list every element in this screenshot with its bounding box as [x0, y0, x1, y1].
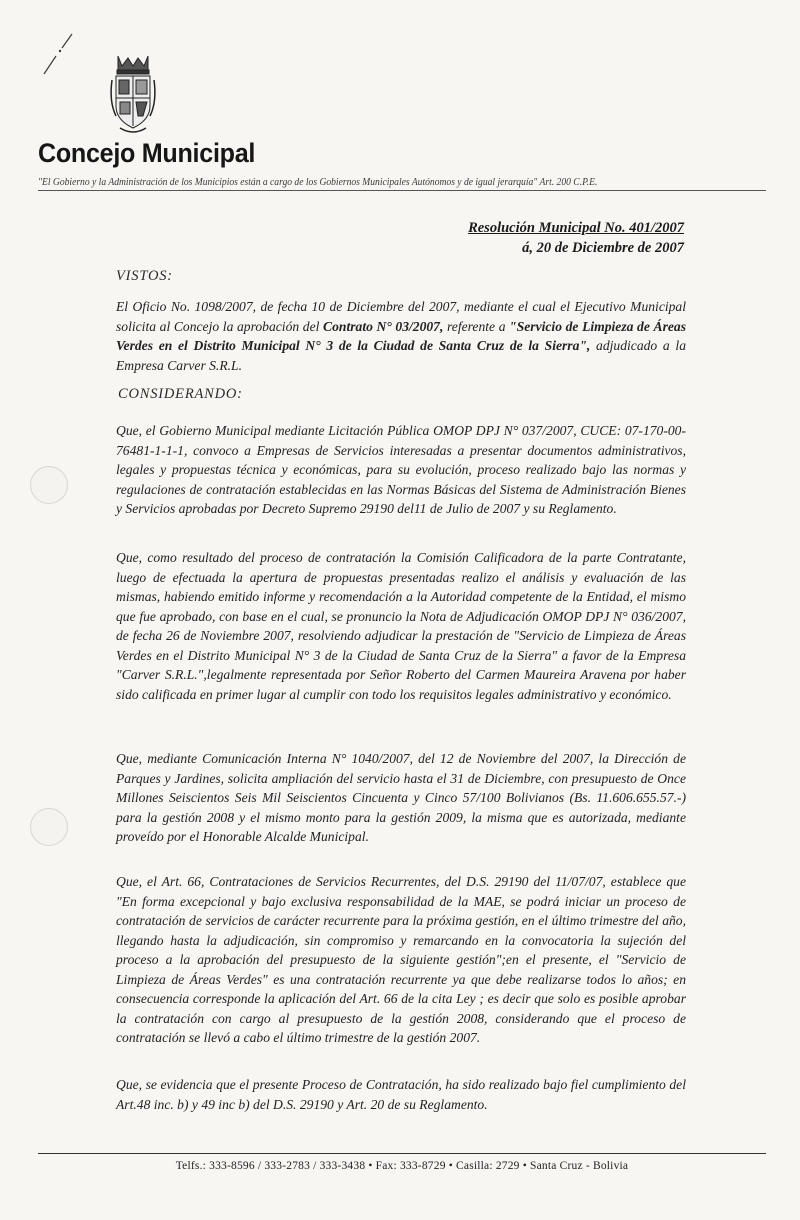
header-divider: [38, 190, 766, 191]
considerando-paragraph: Que, se evidencia que el presente Proceso de Contratación, ha sido realizado bajo fiel cumplimiento del Art.48 inc. b) y 49 inc b) del D.S. 29190 y Art. 20 de su Reglamento.: [116, 1077, 686, 1112]
considerando-paragraph: Que, el Art. 66, Contrataciones de Servicios Recurrentes, del D.S. 29190 del 11/07/07, establece que "En forma excepcional y bajo exclusiva responsabilidad de la MAE, se podrá iniciar un proceso de contratación de servicios de carácter recurrente para la próxima gestión, en el último trimestre del año, llegando hasta la adjudicación, sin compromiso y remarcando en la convocatoria la sujeción del proceso a la aprobación del presupuesto de la siguiente gestión";en el presente, el "Servicio de Limpieza de Áreas Verdes" es una contratación recurrente ya que debe realizarse todos lo años; en consecuencia corresponde la aplicación del Art. 66 de la cita Ley ; es decir que solo es posible aprobar la contratación con cargo al presupuesto de la gestión 2008, considerando que el proceso de contratación se llevó a cabo el último trimestre de la gestión 2007.: [116, 874, 686, 1045]
footer-divider: [38, 1153, 766, 1154]
footer-contact-info: Telfs.: 333-8596 / 333-2783 / 333-3438 • Fax: 333-8729 • Casilla: 2729 • Santa Cruz - Bolivia: [175, 1160, 629, 1172]
resolution-date: á, 20 de Diciembre de 2007: [522, 240, 684, 256]
vistos-service-name: "Servicio de Limpieza de Áreas Verdes en el Distrito Municipal N° 3 de la Ciudad de Santa Cruz de la Sierra",: [116, 318, 686, 353]
considerando-paragraph: Que, el Gobierno Municipal mediante Licitación Pública OMOP DPJ N° 037/2007, CUCE: 07-170-00-76481-1-1-1, convoco a Empresas de Servicios interesadas a presentar documentos administrativos, legales y propuestas técnica y económicas, para su evolución, proceso realizado bajo las normas y regulaciones de contratación establecidas en las Normas Básicas del Sistema de Administración Bienes y Servicios aprobadas por Decreto Supremo 29190 del11 de Julio de 2007 y su Reglamento.: [116, 423, 686, 516]
punch-hole: [30, 466, 68, 504]
vistos-text-1: El Oficio No. 1098/2007, de fecha 10 de Diciembre del 2007, mediante el cual el Ejecutivo Municipal solicita al Concejo la aprobación del: [116, 299, 686, 334]
vistos-heading: VISTOS:: [116, 268, 173, 284]
considerando-paragraph: Que, mediante Comunicación Interna N° 1040/2007, del 12 de Noviembre del 2007, la Dirección de Parques y Jardines, solicita ampliación del servicio hasta el 31 de Diciembre, con presupuesto de Once Millones Seiscientos Seis Mil Seiscientos Cincuenta y Cinco 57/100 Bolivianos (Bs. 11.606.655.57.-) para la gestión 2008 y el mismo monto para la gestión 2009, la misma que es autorizada, mediante proveído por el Honorable Alcalde Municipal.: [116, 751, 686, 844]
vistos-text-2: referente a: [443, 318, 510, 334]
punch-hole: [30, 808, 68, 846]
considerando-paragraph: Que, como resultado del proceso de contratación la Comisión Calificadora de la parte Contratante, luego de efectuada la apertura de propuestas presentadas realizo el análisis y evaluación de las mismas, habiendo emitido informe y recomendación a la Autoridad competente de la Entidad, el mismo que fue aprobado, con base en el cual, se pronuncio la Nota de Adjudicación OMOP DPJ N° 036/2007, de fecha 26 de Noviembre 2007, resolviendo adjudicar la prestación de "Servicio de Limpieza de Áreas Verdes en el Distrito Municipal N° 3 de la Ciudad de Santa Cruz de la Sierra" a favor de la Empresa "Carver S.R.L.",legalmente representada por Señor Roberto del Carmen Maureira Aravena por haber sido calificada en primer lugar al cumplir con todo los requisitos legales administrativo y económico.: [116, 550, 686, 702]
vistos-paragraph: [116, 297, 686, 375]
coat-of-arms-icon: [108, 52, 158, 136]
resolution-number: Resolución Municipal No. 401/2007: [468, 220, 684, 236]
organization-name: Concejo Municipal: [38, 138, 256, 168]
vistos-text-3: adjudicado a la Empresa Carver S.R.L.: [116, 338, 686, 373]
pen-mark-icon: [38, 30, 78, 80]
vistos-contract-number: Contrato N° 03/2007,: [323, 318, 444, 334]
organization-motto: "El Gobierno y la Administración de los Municipios están a cargo de los Gobiernos Municipales Autónomos y de igual jerarquía" Art. 200 C.P.E.: [38, 177, 598, 188]
considerando-heading: CONSIDERANDO:: [118, 386, 243, 402]
